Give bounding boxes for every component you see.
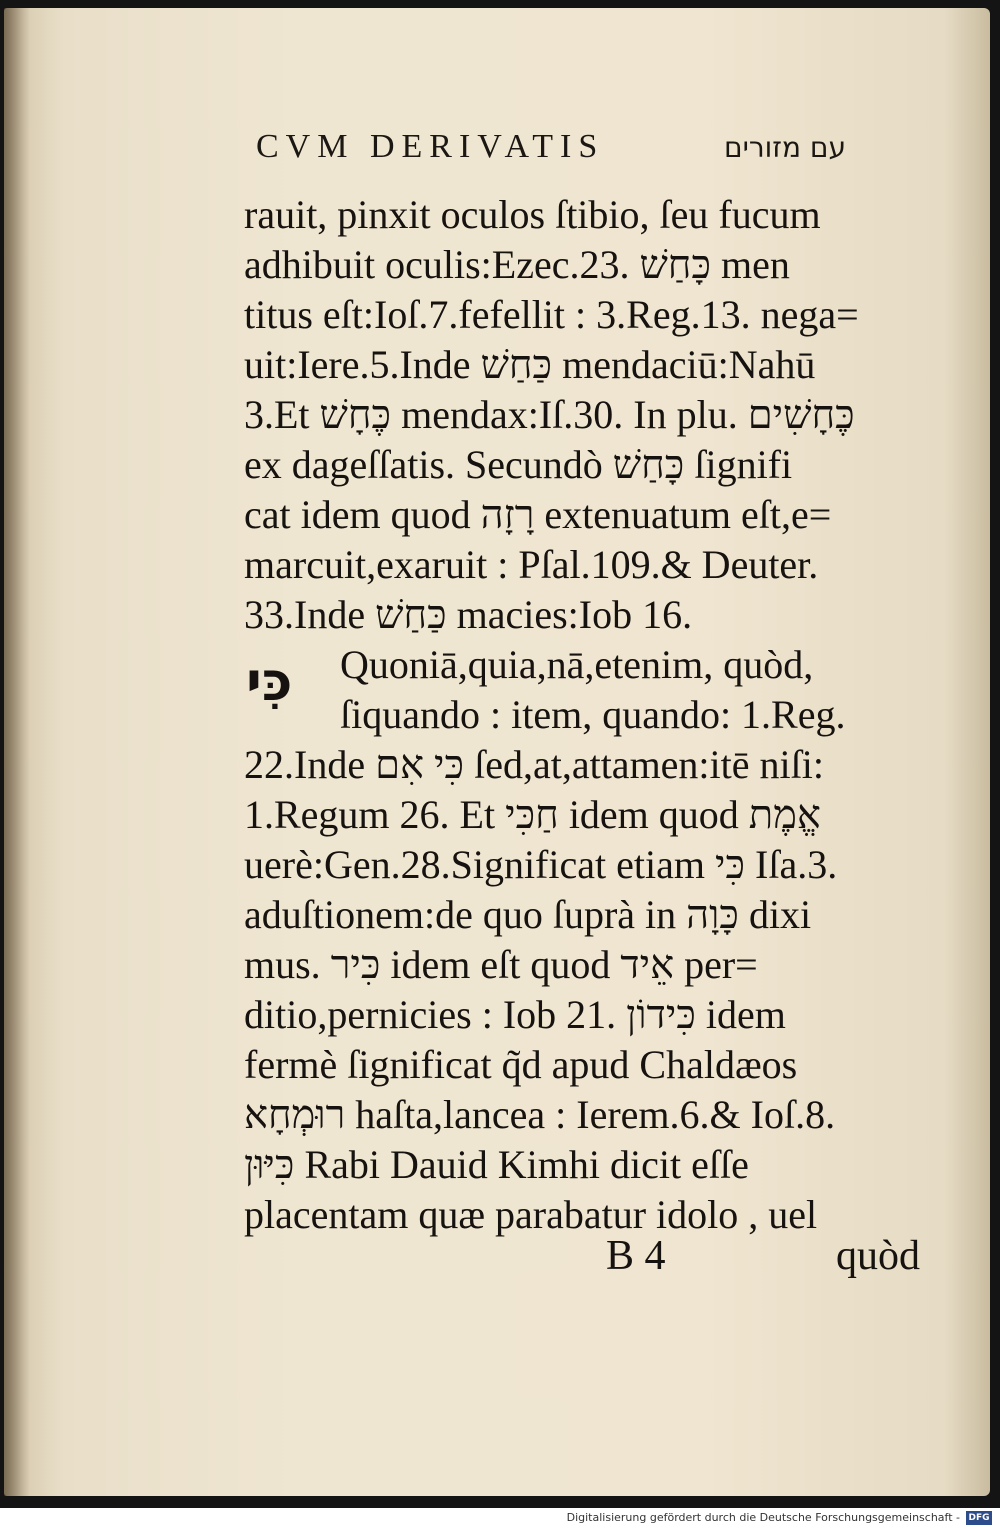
credit-text: Digitalisierung gefördert durch die Deutsche Forschungsgemeinschaft -	[566, 1511, 960, 1524]
running-header-hebrew: עם מזורים	[724, 131, 846, 164]
dfg-logo: DFG	[966, 1511, 992, 1525]
text-line: aduſtionem:de quo ſuprà in כָּוָה dixi	[244, 892, 812, 937]
running-header-latin: CVM DERIVATIS	[256, 128, 605, 165]
entry-headword: כִּי	[246, 650, 293, 713]
text-line: uerè:Gen.28.Significat etiam כִּי Iſa.3.	[244, 842, 838, 887]
text-line: ditio,pernicies : Iob 21. כִּידוֹן idem	[244, 992, 786, 1037]
text-line: adhibuit oculis:Ezec.23. כָּחַשׁ men	[244, 242, 790, 287]
text-line: uit:Iere.5.Inde כַּחַשׁ mendaciū:Nahū	[244, 342, 816, 387]
text-line: rauit, pinxit oculos ſtibio, ſeu fucum	[244, 192, 821, 237]
text-line: ex dageſſatis. Secundò כָּחַשׁ ſignifi	[244, 442, 793, 487]
text-line: 33.Inde כַּחַשׁ macies:Iob 16.	[244, 592, 693, 637]
text-line: marcuit,exaruit : Pſal.109.& Deuter.	[244, 542, 819, 587]
gutter-shadow	[4, 8, 30, 1496]
text-line: titus eſt:Ioſ.7.fefellit : 3.Reg.13. nega=	[244, 292, 859, 337]
running-header	[256, 128, 846, 176]
text-line: placentam quæ parabatur idolo , uel	[244, 1192, 818, 1237]
text-line: Quoniā,quia,nā,etenim, quòd,	[340, 642, 814, 687]
signature-mark: B 4	[606, 1233, 666, 1279]
text-line: רוּמְחָא haſta,lancea : Ierem.6.& Ioſ.8.	[244, 1092, 836, 1137]
text-line: 22.Inde כִּי אִם ſed,at,attamen:itē niſi:	[244, 742, 824, 787]
text-line: ſiquando : item, quando: 1.Reg.	[340, 692, 846, 737]
text-line: fermè ſignificat q̃d apud Chaldæos	[244, 1042, 798, 1087]
catchword: quòd	[836, 1233, 920, 1279]
credit-bar	[0, 1508, 1000, 1529]
page-footer	[600, 1232, 920, 1288]
text-line: 1.Regum 26. Et חַכִּי idem quod אֱמֶת	[244, 792, 821, 837]
text-line: כִּיּוּן Rabi Dauid Kimhi dicit eſſe	[244, 1142, 749, 1187]
text-line: mus. כִּיר idem eſt quod אֵיד per=	[244, 942, 758, 987]
text-line: cat idem quod רָזָה extenuatum eſt,e=	[244, 492, 832, 537]
text-line: 3.Et כֶּחָשׁ mendax:Iſ.30. In plu. כֶּחָשִׁים	[244, 392, 855, 437]
